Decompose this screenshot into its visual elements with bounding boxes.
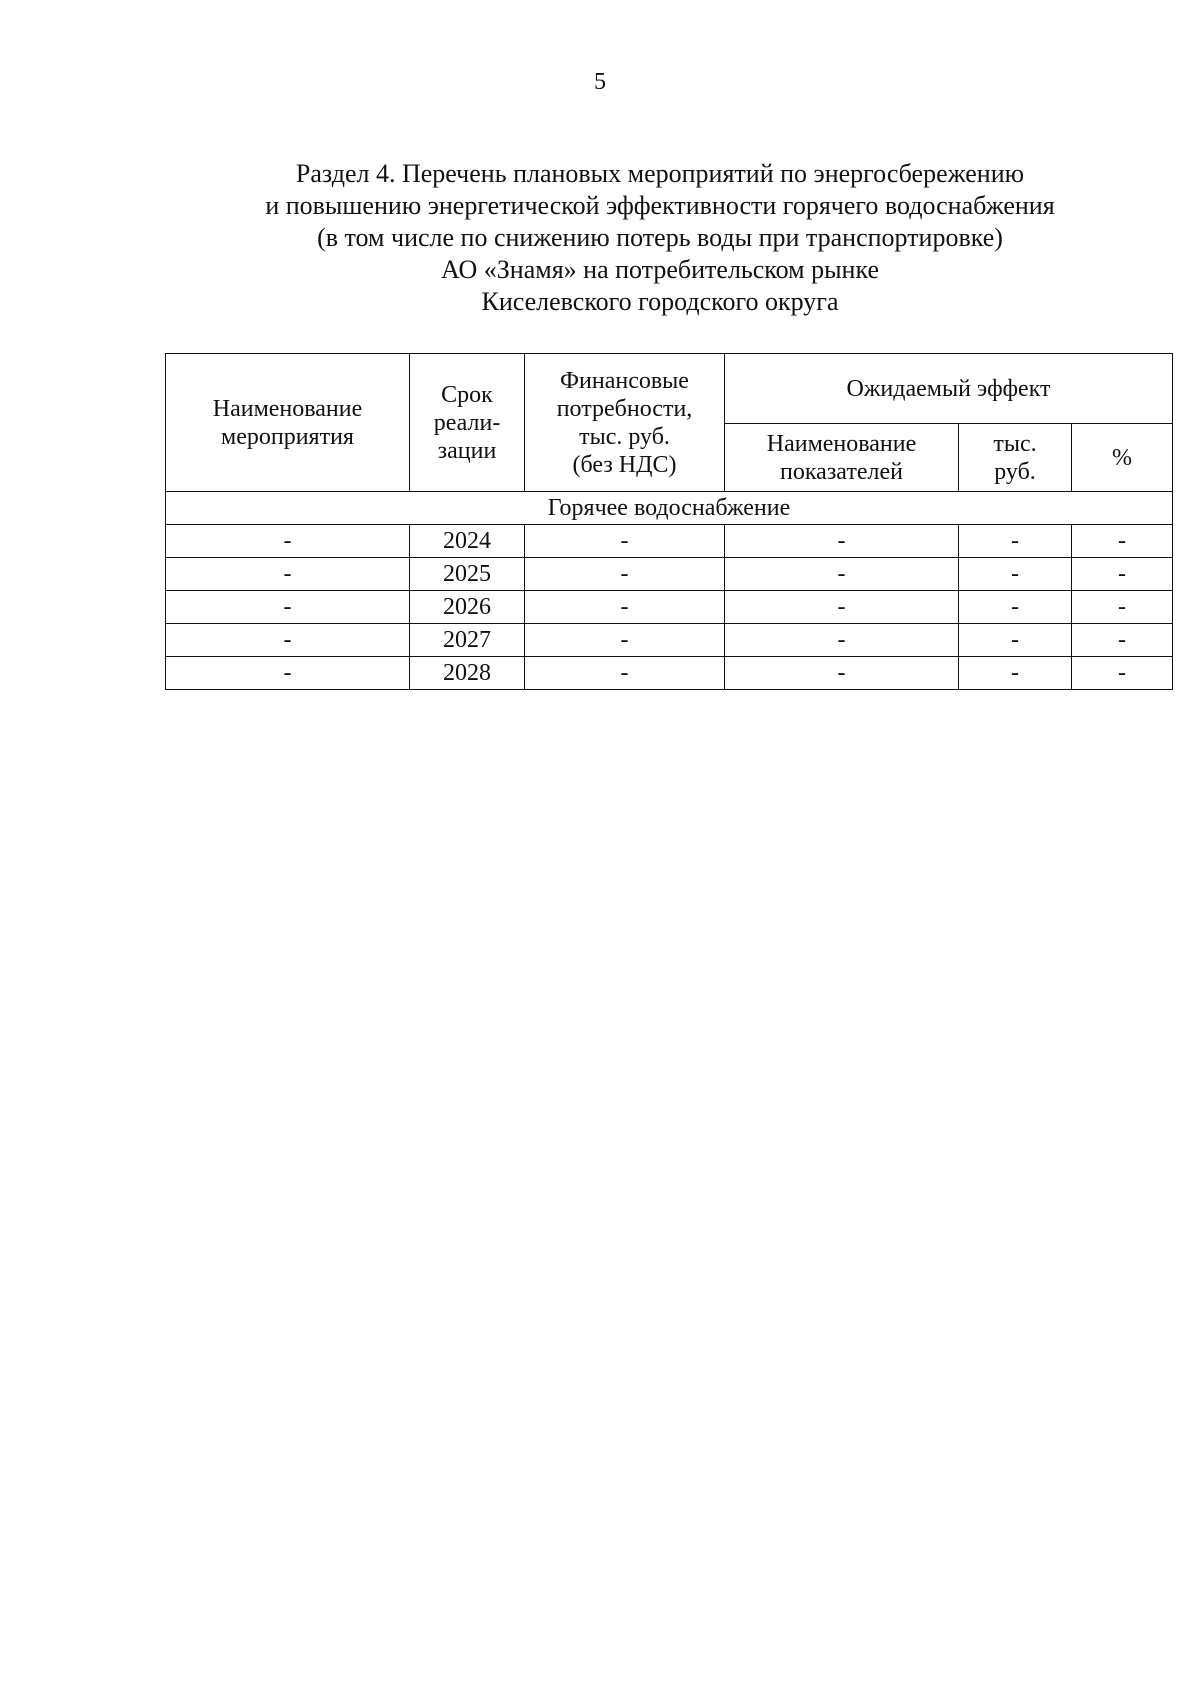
cell-percent: - <box>1072 624 1173 657</box>
cell-year: 2027 <box>410 624 525 657</box>
title-line-4: АО «Знамя» на потребительском рынке <box>441 255 879 284</box>
cell-event: - <box>166 624 410 657</box>
table-row <box>166 624 1173 657</box>
header-term: Срок реали- зации <box>410 354 525 492</box>
cell-thousand-rub: - <box>959 657 1072 690</box>
page-number: 5 <box>594 69 606 95</box>
cell-year: 2026 <box>410 591 525 624</box>
cell-indicator: - <box>725 558 959 591</box>
header-indicator-name: Наименование показателей <box>725 424 959 492</box>
cell-finance: - <box>525 525 725 558</box>
cell-year: 2024 <box>410 525 525 558</box>
cell-finance: - <box>525 657 725 690</box>
cell-indicator: - <box>725 657 959 690</box>
cell-percent: - <box>1072 525 1173 558</box>
cell-percent: - <box>1072 558 1173 591</box>
table-row <box>166 525 1173 558</box>
cell-thousand-rub: - <box>959 591 1072 624</box>
table-row <box>166 657 1173 690</box>
title-line-2: и повышению энергетической эффективности горячего водоснабжения <box>265 191 1055 220</box>
cell-thousand-rub: - <box>959 525 1072 558</box>
header-expected-effect: Ожидаемый эффект <box>725 354 1173 424</box>
cell-event: - <box>166 558 410 591</box>
header-percent: % <box>1072 424 1173 492</box>
table-row <box>166 591 1173 624</box>
title-line-1: Раздел 4. Перечень плановых мероприятий по энергосбережению <box>295 159 1025 188</box>
table-row <box>166 558 1173 591</box>
header-thousand-rub: тыс. руб. <box>959 424 1072 492</box>
header-financial-needs: Финансовые потребности, тыс. руб. (без НДС) <box>525 354 725 492</box>
cell-thousand-rub: - <box>959 624 1072 657</box>
cell-finance: - <box>525 591 725 624</box>
cell-percent: - <box>1072 657 1173 690</box>
cell-indicator: - <box>725 591 959 624</box>
header-event-name: Наименование мероприятия <box>166 354 410 492</box>
cell-event: - <box>166 657 410 690</box>
title-line-5: Киселевского городского округа <box>481 287 839 316</box>
title-line-3: (в том числе по снижению потерь воды при транспортировке) <box>317 223 1003 252</box>
measures-table <box>165 353 1173 690</box>
cell-year: 2028 <box>410 657 525 690</box>
cell-indicator: - <box>725 624 959 657</box>
section-row <box>166 492 1173 525</box>
table-header-row <box>166 354 1173 424</box>
cell-year: 2025 <box>410 558 525 591</box>
cell-event: - <box>166 525 410 558</box>
section-title <box>150 158 1170 318</box>
section-hot-water: Горячее водоснабжение <box>166 492 1173 525</box>
cell-thousand-rub: - <box>959 558 1072 591</box>
cell-finance: - <box>525 624 725 657</box>
cell-percent: - <box>1072 591 1173 624</box>
cell-event: - <box>166 591 410 624</box>
cell-finance: - <box>525 558 725 591</box>
cell-indicator: - <box>725 525 959 558</box>
